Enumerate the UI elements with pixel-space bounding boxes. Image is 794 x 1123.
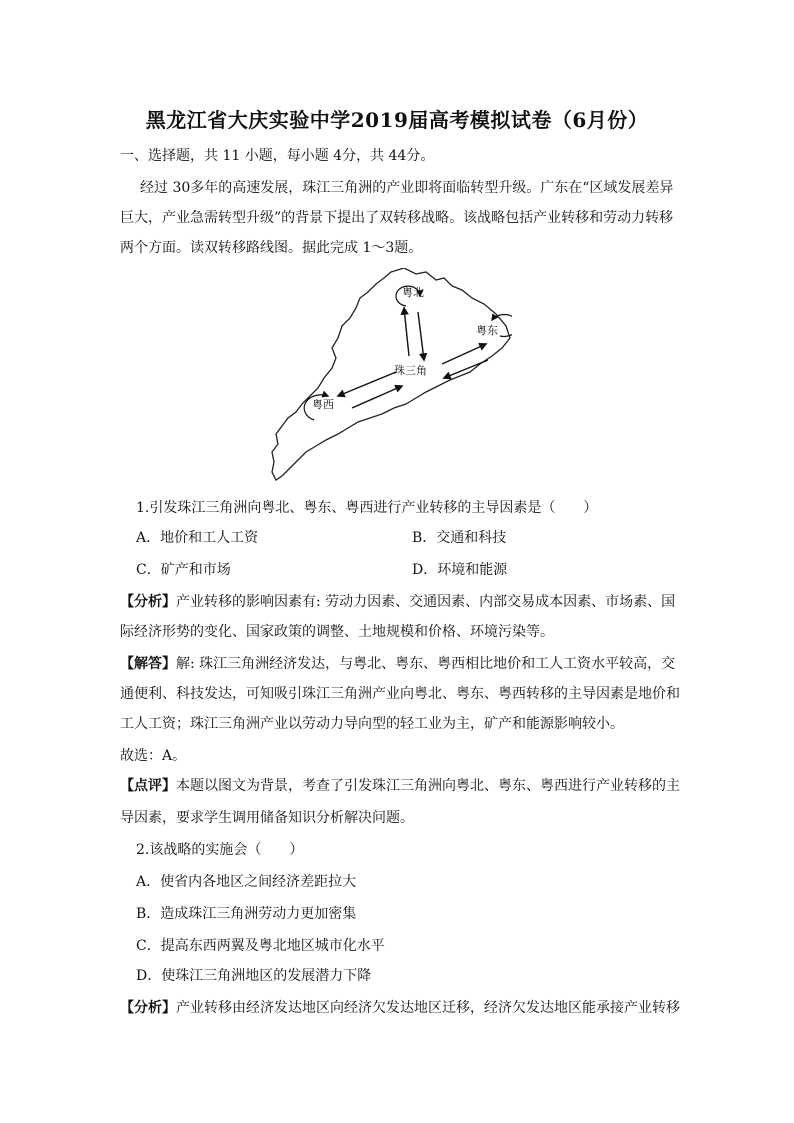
analysis-tag: 【分析】 bbox=[120, 594, 176, 610]
q2-analysis-line-1 bbox=[120, 998, 680, 1018]
answer-tag: 【解答】 bbox=[120, 656, 176, 672]
q2-stem: 2.该战略的实施会（ ） bbox=[136, 842, 304, 858]
arrow-west-to-center bbox=[352, 386, 402, 408]
q2-option-a: A．使省内各地区之间经济差距拉大 bbox=[136, 874, 357, 890]
page-title: 黑龙江省大庆实验中学2019届高考模拟试卷（6月份） bbox=[145, 108, 649, 132]
q1-comment-line-1 bbox=[120, 776, 680, 796]
label-north: 粤北 bbox=[402, 286, 424, 299]
answer-text: 解: 珠江三角洲经济发达，与粤北、粤东、粤西相比地价和工人工资水平较高，交 bbox=[176, 656, 676, 672]
arrow-center-to-north bbox=[404, 308, 409, 356]
arrow-east-to-center bbox=[444, 360, 488, 378]
analysis-text: 产业转移由经济发达地区向经济欠发达地区迁移，经济欠发达地区能承接产业转移 bbox=[176, 1000, 680, 1016]
label-east: 粤东 bbox=[476, 324, 498, 337]
q1-answer-line-1 bbox=[120, 654, 680, 674]
analysis-text: 产业转移的影响因素有: 劳动力因素、交通因素、内部交易成本因素、市场素、国 bbox=[176, 594, 676, 610]
label-west: 粤西 bbox=[312, 398, 334, 411]
q1-comment-line-2: 导因素，要求学生调用储备知识分析解决问题。 bbox=[120, 810, 414, 826]
dual-transfer-route-map bbox=[266, 268, 512, 482]
arrow-north-to-center bbox=[418, 312, 424, 360]
arrow-center-to-east bbox=[442, 344, 486, 364]
q2-option-d: D．使珠江三角洲地区的发展潜力下降 bbox=[136, 968, 372, 984]
comment-tag: 【点评】 bbox=[120, 778, 176, 794]
q1-option-c: C．矿产和市场 bbox=[136, 562, 231, 578]
intro-line-1: 经过 30多年的高速发展，珠江三角洲的产业即将面临转型升级。广东在“区域发展差异 bbox=[140, 180, 674, 196]
intro-line-2: 巨大，产业急需转型升级”的背景下提出了双转移战略。该战略包括产业转移和劳动力转移 bbox=[120, 210, 674, 226]
label-center: 珠三角 bbox=[394, 364, 427, 377]
section-heading: 一、选择题，共 11 小题，每小题 4分，共 44分。 bbox=[120, 148, 435, 164]
q2-option-b: B．造成珠江三角洲劳动力更加密集 bbox=[136, 906, 357, 922]
analysis-tag: 【分析】 bbox=[120, 1000, 176, 1016]
q1-stem: 1.引发珠江三角洲向粤北、粤东、粤西进行产业转移的主导因素是（ ） bbox=[136, 500, 598, 516]
q1-option-b: B．交通和科技 bbox=[412, 530, 507, 546]
q1-analysis-line-1 bbox=[120, 592, 680, 612]
q1-option-d: D．环境和能源 bbox=[412, 562, 508, 578]
q1-answer-line-3: 工人工资；珠江三角洲产业以劳动力导向型的轻工业为主，矿产和能源影响较小。 bbox=[120, 716, 624, 732]
q1-option-a: A．地价和工人工资 bbox=[136, 530, 259, 546]
q1-answer-line-2: 通便利、科技发达，可知吸引珠江三角洲产业向粤北、粤东、粤西转移的主导因素是地价和 bbox=[120, 686, 680, 702]
comment-text: 本题以图文为背景，考查了引发珠江三角洲向粤北、粤东、粤西进行产业转移的主 bbox=[176, 778, 680, 794]
q1-analysis-line-2: 际经济形势的变化、国家政策的调整、土地规模和价格、环境污染等。 bbox=[120, 624, 554, 640]
intro-line-3: 两个方面。读双转移路线图。据此完成 1～3题。 bbox=[120, 240, 423, 256]
q2-option-c: C．提高东西两翼及粤北地区城市化水平 bbox=[136, 938, 385, 954]
q1-choice: 故选：A。 bbox=[120, 748, 187, 764]
